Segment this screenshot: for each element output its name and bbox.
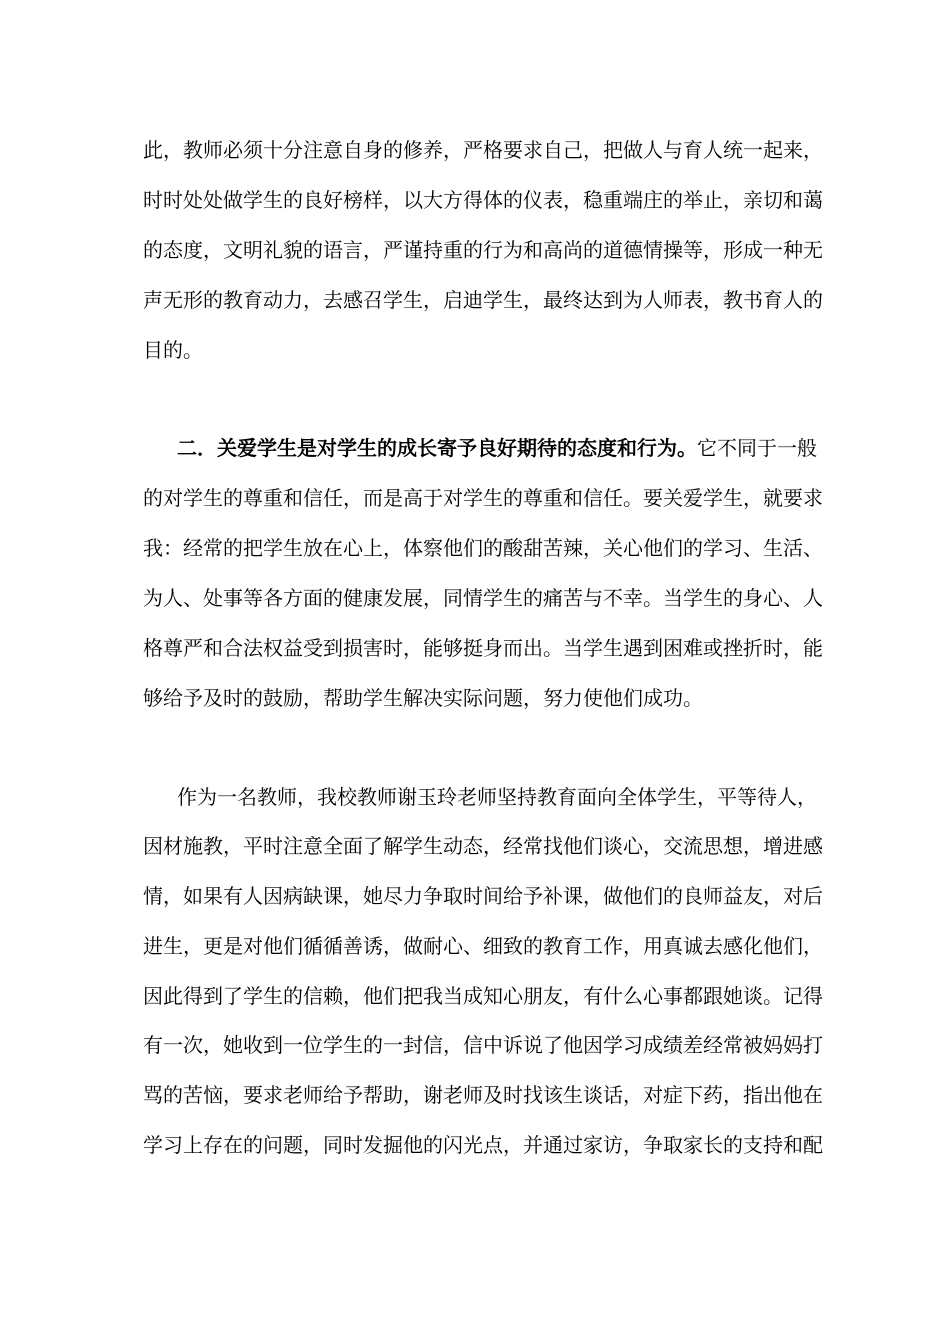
paragraph-3-line-4: 进生，更是对他们循循善诱，做耐心、细致的教育工作，用真诚去感化他们，: [143, 934, 823, 958]
paragraph-1-line-1: 此，教师必须十分注意自身的修养，严格要求自己，把做人与育人统一起来，: [143, 138, 823, 162]
paragraph-1-line-2: 时时处处做学生的良好榜样，以大方得体的仪表，稳重端庄的举止，亲切和蔼: [143, 188, 823, 212]
paragraph-3-line-6: 有一次，她收到一位学生的一封信，信中诉说了他因学习成绩差经常被妈妈打: [143, 1033, 823, 1057]
paragraph-3-line-5: 因此得到了学生的信赖，他们把我当成知心朋友，有什么心事都跟她谈。记得: [143, 984, 823, 1008]
paragraph-1-line-3: 的态度，文明礼貌的语言，严谨持重的行为和高尚的道德情操等，形成一种无: [143, 238, 823, 262]
section-heading: 二．关爱学生是对学生的成长寄予良好期待的态度和行为。: [177, 436, 697, 460]
paragraph-2-line-1: [177, 431, 817, 465]
paragraph-2-line-3: 我：经常的把学生放在心上，体察他们的酸甜苦辣，关心他们的学习、生活、: [143, 536, 823, 560]
paragraph-3-line-8: 学习上存在的问题，同时发掘他的闪光点，并通过家访，争取家长的支持和配: [143, 1133, 823, 1157]
paragraph-2-line-4: 为人、处事等各方面的健康发展，同情学生的痛苦与不幸。当学生的身心、人: [143, 586, 823, 610]
paragraph-2-line-5: 格尊严和合法权益受到损害时，能够挺身而出。当学生遇到困难或挫折时，能: [143, 636, 823, 660]
paragraph-3-line-2: 因材施教，平时注意全面了解学生动态，经常找他们谈心，交流思想，增进感: [143, 834, 823, 858]
paragraph-2-line-2: 的对学生的尊重和信任，而是高于对学生的尊重和信任。要关爱学生，就要求: [143, 486, 823, 510]
paragraph-3-line-3: 情，如果有人因病缺课，她尽力争取时间给予补课，做他们的良师益友，对后: [143, 884, 823, 908]
paragraph-1-line-4: 声无形的教育动力，去感召学生，启迪学生，最终达到为人师表，教书育人的: [143, 288, 823, 312]
paragraph-1-line-5: 目的。: [143, 338, 203, 362]
paragraph-3-line-7: 骂的苦恼，要求老师给予帮助，谢老师及时找该生谈话，对症下药，指出他在: [143, 1083, 823, 1107]
paragraph-2-line-6: 够给予及时的鼓励，帮助学生解决实际问题，努力使他们成功。: [143, 686, 703, 710]
paragraph-3-line-1: 作为一名教师，我校教师谢玉玲老师坚持教育面向全体学生，平等待人，: [177, 785, 817, 809]
paragraph-2-line-1-rest: 它不同于一般: [697, 436, 817, 460]
